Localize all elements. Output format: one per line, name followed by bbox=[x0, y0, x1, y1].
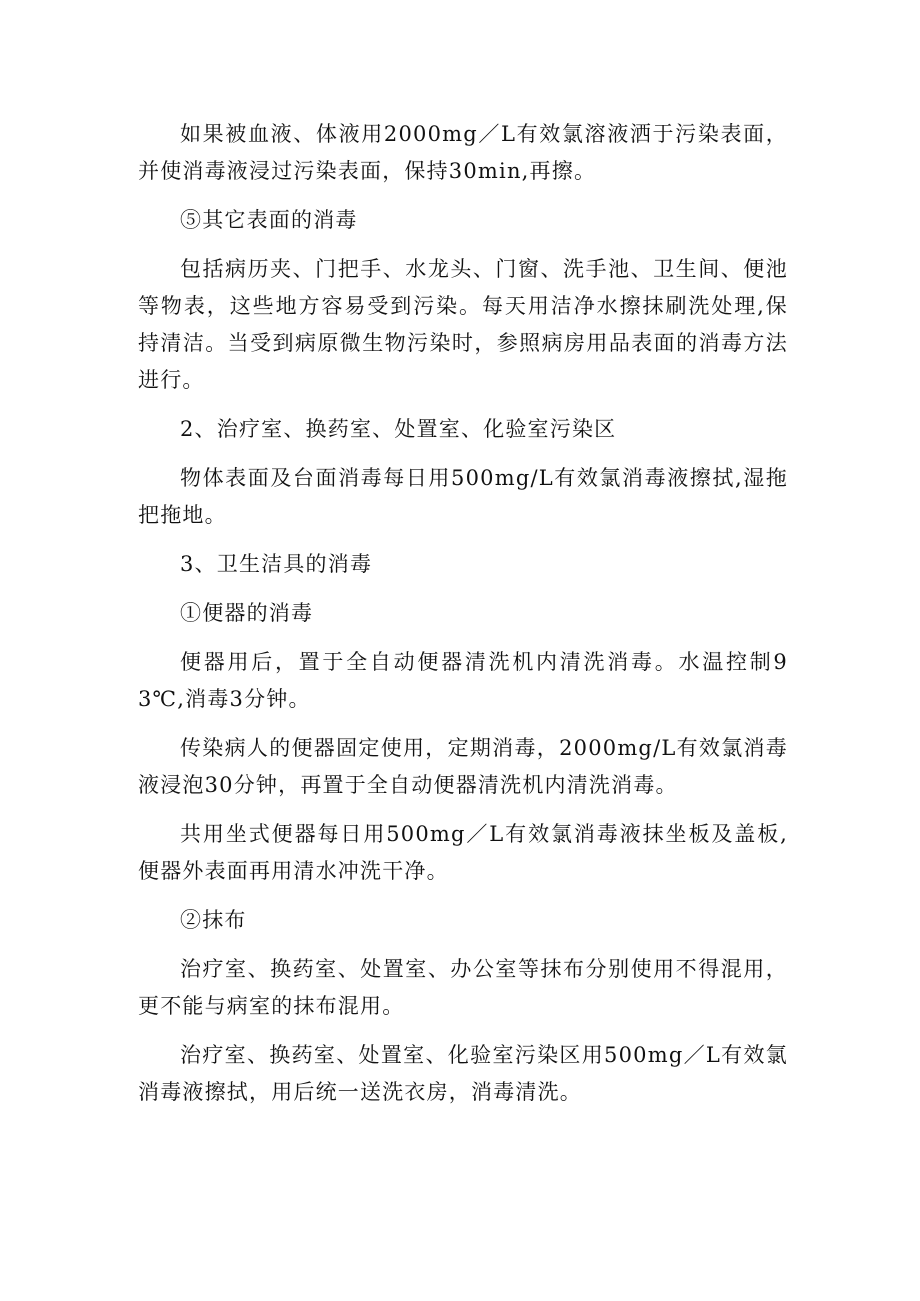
section-heading-treatment-rooms: 2、治疗室、换药室、处置室、化验室污染区 bbox=[180, 417, 617, 441]
paragraph-bedpan-2: 传染病人的便器固定使用，定期消毒，2000mg/L有效氯消毒液浸泡30分钟，再置于全自动便器清洗机内清洗消毒。 bbox=[138, 736, 788, 797]
paragraph-bedpan-3: 共用坐式便器每日用500mg／L有效氯消毒液抹坐板及盖板,便器外表面再用清水冲洗干净。 bbox=[138, 822, 788, 883]
section-heading-cleaning-tools: 3、卫生洁具的消毒 bbox=[180, 552, 373, 576]
paragraph-mop-2: 治疗室、换药室、处置室、化验室污染区用500mg／L有效氯消毒液擦拭，用后统一送洗衣房，消毒清洗。 bbox=[138, 1043, 788, 1104]
paragraph-bedpan-1: 便器用后，置于全自动便器清洗机内清洗消毒。水温控制93℃,消毒3分钟。 bbox=[138, 650, 788, 711]
subheading-bedpan: ①便器的消毒 bbox=[180, 601, 314, 625]
document-body bbox=[138, 116, 788, 1123]
section-heading-other-surfaces: ⑤其它表面的消毒 bbox=[180, 208, 358, 232]
paragraph-mop-1: 治疗室、换药室、处置室、办公室等抹布分别使用不得混用，更不能与病室的抹布混用。 bbox=[138, 957, 788, 1018]
paragraph-treatment-rooms: 物体表面及台面消毒每日用500mg/L有效氯消毒液擦拭,湿拖把拖地。 bbox=[138, 466, 788, 527]
paragraph-blood-spill: 如果被血液、体液用2000mg／L有效氯溶液洒于污染表面，并使消毒液浸过污染表面，保持30min,再擦。 bbox=[138, 122, 788, 183]
subheading-mop: ②抹布 bbox=[180, 908, 247, 932]
paragraph-other-surfaces: 包括病历夹、门把手、水龙头、门窗、洗手池、卫生间、便池等物表，这些地方容易受到污染。每天用洁净水擦抹刷洗处理,保持清洁。当受到病原微生物污染时，参照病房用品表面的消毒方法进行。 bbox=[138, 257, 788, 392]
